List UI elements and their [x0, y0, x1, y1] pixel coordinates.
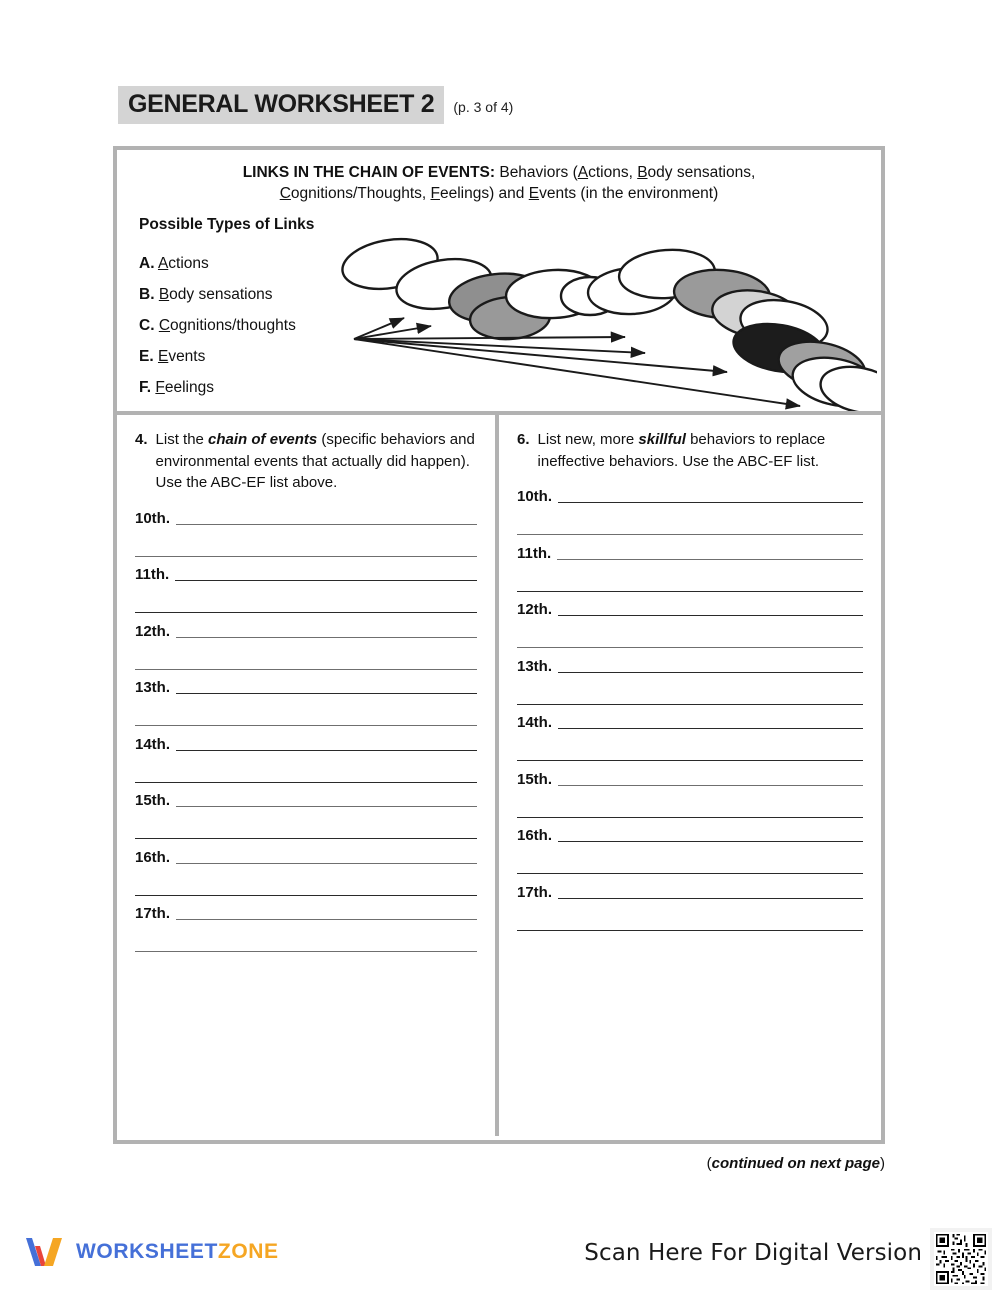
entry-label: 14th. — [517, 714, 553, 731]
answer-line-continuation[interactable] — [517, 704, 863, 705]
answer-line-continuation[interactable] — [135, 782, 477, 783]
link-type-letter: F. — [139, 379, 152, 396]
brand-worksheet: WORKSHEET — [76, 1240, 218, 1263]
question-emphasis: skillful — [638, 431, 686, 448]
scan-prompt-text: Scan Here For Digital Version — [584, 1240, 922, 1266]
answer-line-continuation[interactable] — [517, 647, 863, 648]
answer-entry[interactable] — [517, 884, 863, 931]
links-panel-title — [139, 162, 859, 204]
answer-line-continuation[interactable] — [517, 534, 863, 535]
worksheet-sheet — [113, 146, 885, 1144]
answer-line[interactable] — [176, 637, 477, 638]
answer-line[interactable] — [176, 750, 477, 751]
link-type-letter: A. — [139, 255, 155, 272]
links-info-panel — [117, 150, 881, 415]
link-type-initial: C — [158, 317, 171, 334]
answer-line-continuation[interactable] — [135, 725, 477, 726]
link-type-initial: F — [155, 379, 165, 396]
answer-entry[interactable] — [517, 545, 863, 592]
answer-line[interactable] — [176, 919, 477, 920]
answer-line[interactable] — [176, 524, 477, 525]
answer-line[interactable] — [557, 559, 863, 560]
link-type-letter: C. — [139, 317, 155, 334]
answer-entry[interactable] — [517, 488, 863, 535]
link-type-initial: A — [157, 255, 169, 272]
link-type-rest: vents — [168, 348, 206, 365]
answer-entry[interactable] — [135, 623, 477, 670]
answer-entry[interactable] — [135, 849, 477, 896]
entry-label: 10th. — [517, 488, 553, 505]
answer-line-continuation[interactable] — [517, 760, 863, 761]
entry-label: 15th. — [135, 792, 171, 809]
answer-line[interactable] — [558, 785, 863, 786]
brand-zone: ZONE — [217, 1240, 279, 1263]
answer-line-continuation[interactable] — [135, 556, 477, 557]
link-type-initial: E — [157, 348, 169, 365]
qr-code-image — [934, 1232, 988, 1286]
links-title-bold: LINKS IN THE CHAIN OF EVENTS: — [242, 164, 496, 181]
answer-entry[interactable] — [517, 714, 863, 761]
brand-wordmark — [76, 1240, 279, 1264]
entry-label: 16th. — [135, 848, 171, 866]
answer-entry[interactable] — [135, 905, 477, 952]
question-emphasis: chain of events — [208, 431, 318, 448]
answer-entry[interactable] — [517, 658, 863, 705]
entry-label: 12th. — [517, 601, 553, 618]
entry-label: 11th. — [517, 544, 552, 562]
entry-label: 17th. — [517, 883, 553, 901]
continued-note: (continued on next page) — [706, 1155, 885, 1172]
links-title-line1: Behaviors (Actions, Body sensations, — [495, 164, 756, 181]
link-type-rest: ody sensations — [169, 286, 273, 303]
answer-line-continuation[interactable] — [517, 817, 863, 818]
question-6-prompt — [517, 429, 863, 472]
answer-line[interactable] — [558, 672, 863, 673]
page-footer — [0, 1224, 1000, 1294]
worksheetzone-logo[interactable] — [22, 1232, 279, 1272]
entry-label: 13th. — [517, 657, 553, 675]
entry-label: 16th. — [517, 827, 553, 844]
answer-entries-left — [135, 510, 477, 953]
answer-line-continuation[interactable] — [135, 838, 477, 839]
answer-line[interactable] — [175, 580, 477, 581]
question-number: 4. — [135, 431, 148, 448]
entry-label: 17th. — [135, 905, 171, 922]
column-question-6 — [499, 415, 881, 1136]
entry-label: 13th. — [135, 679, 171, 696]
page-title: GENERAL WORKSHEET 2 — [118, 86, 444, 124]
link-type-letter: E. — [139, 348, 154, 365]
answer-line[interactable] — [176, 863, 477, 864]
answer-line-continuation[interactable] — [135, 951, 477, 952]
answer-line[interactable] — [176, 693, 477, 694]
answer-line-continuation[interactable] — [517, 591, 863, 592]
link-type-rest: eelings — [164, 379, 214, 396]
answer-entry[interactable] — [517, 771, 863, 818]
answer-line[interactable] — [176, 806, 477, 807]
entry-label: 14th. — [135, 735, 171, 753]
qr-code[interactable] — [930, 1228, 992, 1290]
possible-types-heading: Possible Types of Links — [139, 216, 315, 233]
answer-line-continuation[interactable] — [135, 612, 477, 613]
answer-entry[interactable] — [135, 510, 477, 557]
question-text: List new, more skillful behaviors to replace ineffective behaviors. Use the ABC-EF list. — [537, 431, 826, 470]
answer-entry[interactable] — [517, 601, 863, 648]
entry-label: 10th. — [135, 509, 171, 527]
page-number-label: (p. 3 of 4) — [453, 99, 514, 115]
answer-line[interactable] — [558, 615, 863, 616]
answer-entry[interactable] — [135, 679, 477, 726]
answer-entry[interactable] — [135, 736, 477, 783]
answer-entry[interactable] — [135, 566, 477, 613]
answer-line[interactable] — [558, 502, 863, 503]
link-type-letter: B. — [139, 286, 155, 303]
link-type-rest: ognitions/thoughts — [170, 317, 296, 334]
worksheet-columns — [117, 415, 881, 1136]
answer-entry[interactable] — [517, 827, 863, 874]
link-type-rest: ctions — [168, 255, 209, 272]
answer-entry[interactable] — [135, 792, 477, 839]
entry-label: 11th. — [135, 566, 170, 583]
answer-line[interactable] — [558, 841, 863, 842]
worksheet-header — [118, 86, 513, 124]
answer-entries-right — [517, 488, 863, 931]
worksheetzone-mark-icon — [22, 1232, 66, 1272]
column-question-4 — [117, 415, 499, 1136]
answer-line[interactable] — [558, 728, 863, 729]
continued-note-text: continued on next page — [711, 1155, 880, 1172]
answer-line-continuation[interactable] — [517, 873, 863, 874]
link-type-initial: B — [158, 286, 170, 303]
links-title-line2: Cognitions/Thoughts, Feelings) and Events (in the environment) — [279, 185, 719, 202]
question-number: 6. — [517, 431, 530, 448]
entry-label: 12th. — [135, 622, 171, 640]
chain-of-events-diagram — [332, 236, 877, 411]
answer-line-continuation[interactable] — [135, 669, 477, 670]
question-text: List the chain of events (specific behaviors and environmental events that actually did happen). Use the ABC-EF list above. — [155, 431, 475, 491]
question-4-prompt — [135, 429, 477, 494]
answer-line[interactable] — [558, 898, 863, 899]
answer-line-continuation[interactable] — [135, 895, 477, 896]
answer-line-continuation[interactable] — [517, 930, 863, 931]
entry-label: 15th. — [517, 770, 553, 788]
